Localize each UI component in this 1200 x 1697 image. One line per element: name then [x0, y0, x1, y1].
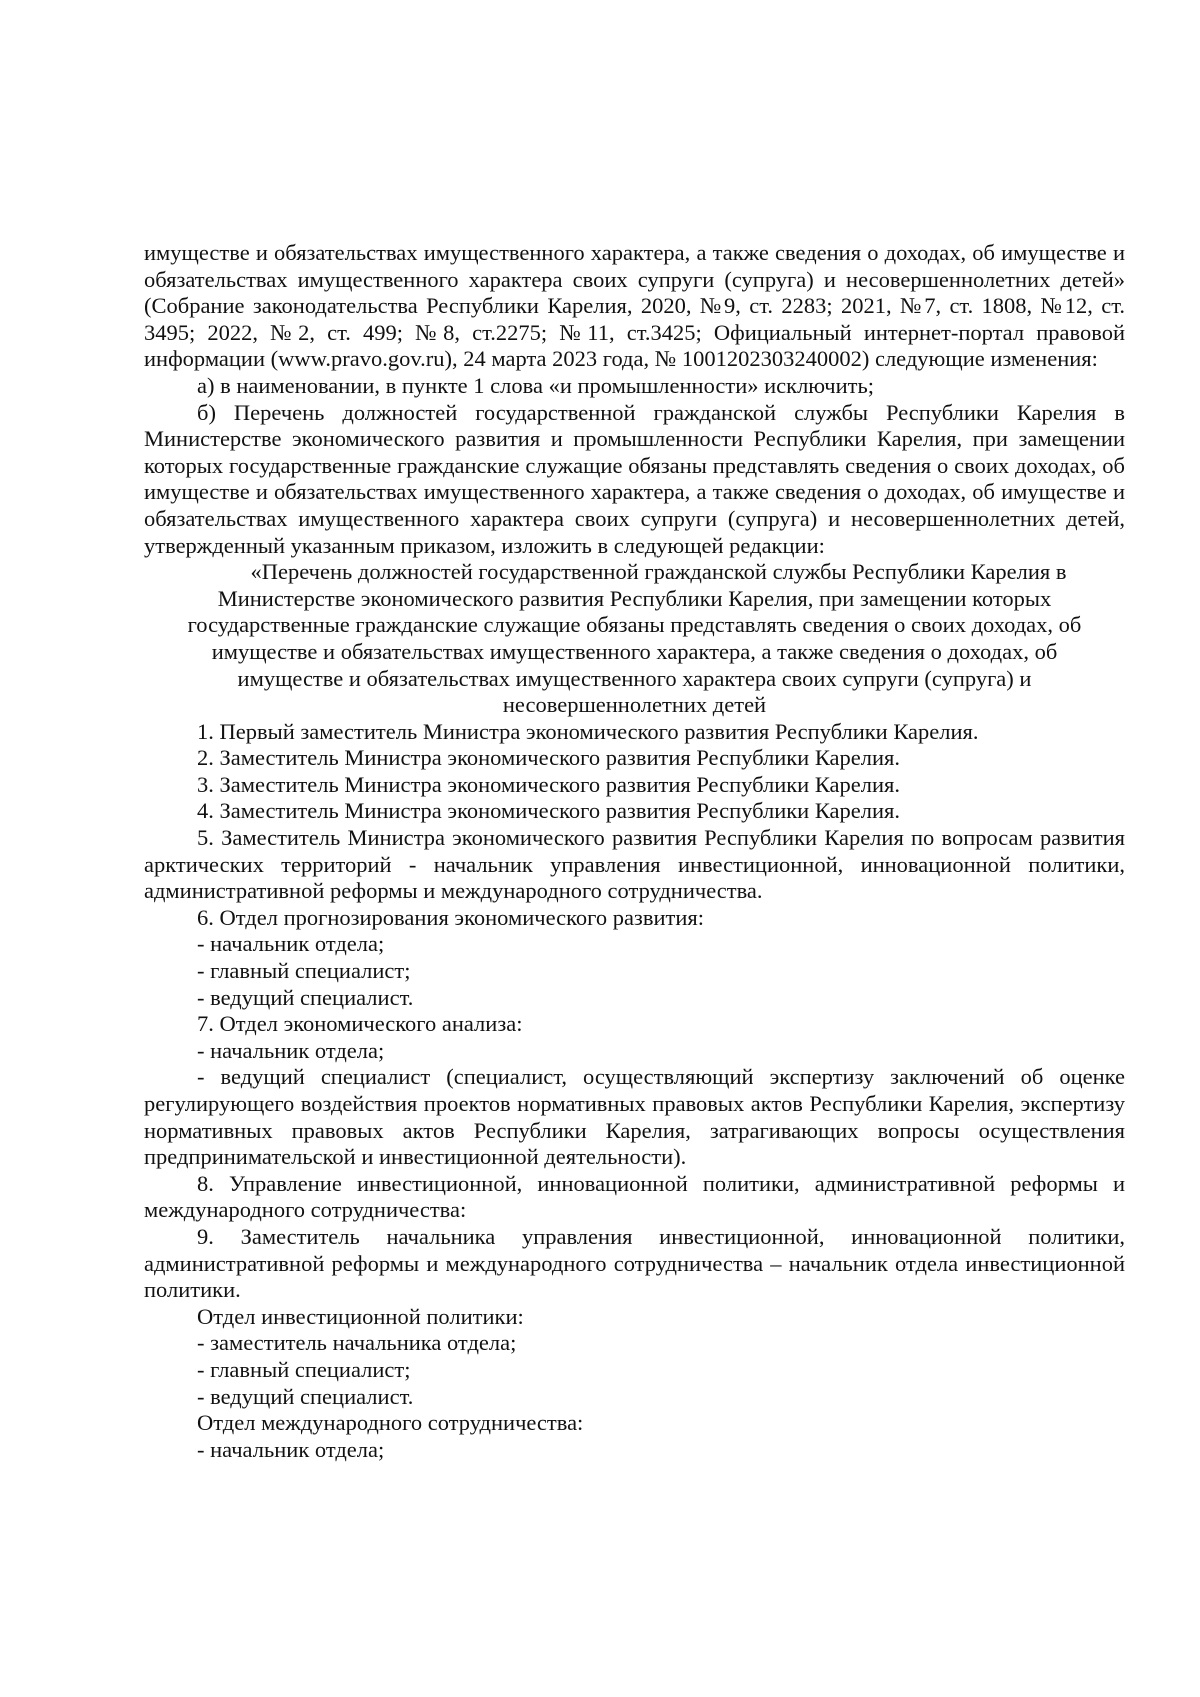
- position-item: - ведущий специалист.: [197, 1383, 414, 1409]
- list-title-line: несовершеннолетних детей: [502, 692, 767, 718]
- list-title: [144, 559, 1125, 719]
- list-item-4: 4. Заместитель Министра экономического развития Республики Карелия.: [197, 798, 901, 824]
- amendment-item-b: б) Перечень должностей государственной гражданской службы Республики Карелия в Министерстве экономического развития и промышленности Республики Карелия, при замещении которых государственные гражданские служащие обязаны представлять сведения о своих доходах, об имуществе и обязательствах имущественного характера, а также сведения о доходах, об имуществе и обязательствах имущественного характера своих супруги (супруга) и несовершеннолетних детей, утвержденный указанным приказом, изложить в следующей редакции:: [144, 399, 1125, 558]
- list-title-line: имуществе и обязательствах имущественного характера, а также сведения о доходах, об: [211, 638, 1058, 664]
- intro-paragraph: имуществе и обязательствах имущественного характера, а также сведения о доходах, об имуществе и обязательствах имущественного характера своих супруги (супруга) и несовершеннолетних детей» (Собрание законодательства Республики Карелия, 2020, №9, ст. 2283; 2021, №7, ст. 1808, №12, ст. 3495; 2022, №2, ст. 499; №8, ст.2275; №11, ст.3425; Официальный интернет-портал правовой информации (www.pravo.gov.ru), 24 марта 2023 года, № 1001202303240002) следующие изменения:: [144, 240, 1125, 372]
- document-body: [144, 240, 1125, 1463]
- position-item: - главный специалист;: [197, 1356, 411, 1382]
- list-title-line: государственные гражданские служащие обязаны представлять сведения о своих доходах, об: [187, 612, 1082, 638]
- position-item: - начальник отдела;: [197, 1037, 385, 1063]
- position-item: - начальник отдела;: [197, 931, 385, 957]
- list-item-5: 5. Заместитель Министра экономического развития Республики Карелия по вопросам развития арктических территорий - начальник управления инвестиционной, инновационной политики, административной реформы и международного сотрудничества.: [144, 825, 1125, 904]
- list-item-3: 3. Заместитель Министра экономического развития Республики Карелия.: [197, 771, 901, 797]
- list-title-line: имуществе и обязательствах имущественного характера своих супруги (супруга) и: [237, 665, 1032, 691]
- amendment-item-a: а) в наименовании, в пункте 1 слова «и промышленности» исключить;: [197, 372, 874, 398]
- department-heading: Отдел международного сотрудничества:: [197, 1410, 584, 1436]
- department-heading: Отдел инвестиционной политики:: [197, 1303, 524, 1329]
- list-item-8: 8. Управление инвестиционной, инновационной политики, административной реформы и международного сотрудничества:: [144, 1170, 1125, 1223]
- list-item-1: 1. Первый заместитель Министра экономического развития Республики Карелия.: [197, 718, 979, 744]
- list-title-line: «Перечень должностей государственной гражданской службы Республики Карелия в: [250, 559, 1067, 585]
- position-item-specialist: - ведущий специалист (специалист, осуществляющий экспертизу заключений об оценке регулирующего воздействия проектов нормативных правовых актов Республики Карелия, экспертизу нормативных правовых актов Республики Карелия, затрагивающих вопросы осуществления предпринимательской и инвестиционной деятельности).: [144, 1064, 1125, 1170]
- list-title-line: Министерстве экономического развития Республики Карелия, при замещении которых: [217, 585, 1052, 611]
- position-item: - ведущий специалист.: [197, 984, 414, 1010]
- list-item-2: 2. Заместитель Министра экономического развития Республики Карелия.: [197, 745, 901, 771]
- list-item-6: 6. Отдел прогнозирования экономического развития:: [197, 904, 704, 930]
- position-item: - заместитель начальника отдела;: [197, 1330, 517, 1356]
- position-item: - главный специалист;: [197, 958, 411, 984]
- list-item-7: 7. Отдел экономического анализа:: [197, 1011, 523, 1037]
- position-item: - начальник отдела;: [197, 1436, 385, 1462]
- list-item-9: 9. Заместитель начальника управления инвестиционной, инновационной политики, административной реформы и международного сотрудничества – начальник отдела инвестиционной политики.: [144, 1223, 1125, 1303]
